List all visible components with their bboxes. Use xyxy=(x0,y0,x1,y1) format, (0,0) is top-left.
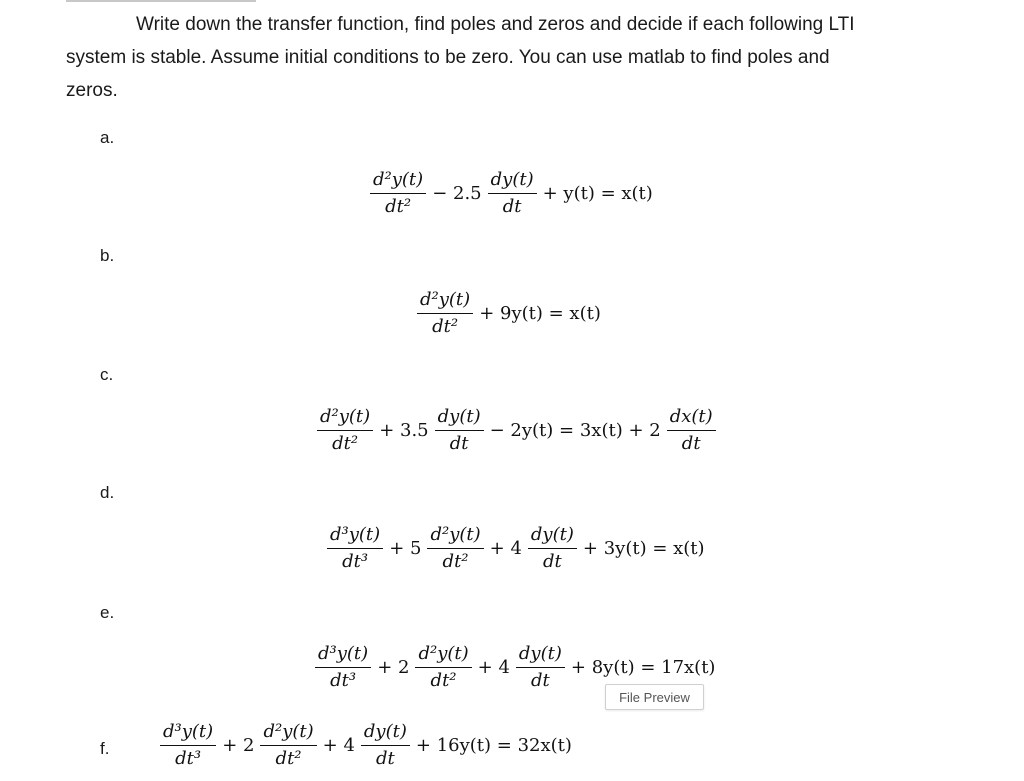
fraction-dy-dt: $\frac{dy(t)}{dt}$ xyxy=(488,170,537,217)
fraction-d2y-dt2: $\frac{\text{d²y(t)}}{\text{dt²}}$ xyxy=(370,170,426,217)
fraction-d2y-dt2: $\frac{\text{d²y(t)}}{\text{dt²}}$ xyxy=(260,722,316,769)
equation-c: $\frac{\text{d²y(t)}}{\text{dt²}}$ + 3.5 $\frac{dy(t)}{dt}$ − 2y(t) = 3x(t) + 2 $\frac{dx(t)}{dt}$ xyxy=(315,407,718,454)
equation-f: $\frac{\text{d³y(t)}}{\text{dt³}}$ + 2 $\frac{\text{d²y(t)}}{\text{dt²}}$ + 4 $\frac{dy(t)}{dt}$ + 16y(t) = 32x(t) xyxy=(158,722,576,769)
item-label-b: b. xyxy=(100,246,115,265)
top-rule xyxy=(66,0,256,2)
problem-statement xyxy=(66,8,966,107)
fraction-d3y-dt3: $\frac{\text{d³y(t)}}{\text{dt³}}$ xyxy=(160,722,216,769)
fraction-d2y-dt2: $\frac{\text{d²y(t)}}{\text{dt²}}$ xyxy=(415,644,471,691)
item-label-d: d. xyxy=(100,483,115,502)
fraction-dy-dt: $\frac{dy(t)}{dt}$ xyxy=(361,722,410,769)
item-label-c: c. xyxy=(100,365,114,384)
fraction-d3y-dt3: $\frac{\text{d³y(t)}}{\text{dt³}}$ xyxy=(315,644,371,691)
fraction-d2y-dt2: $\frac{\text{d²y(t)}}{\text{dt²}}$ xyxy=(417,290,473,337)
file-preview-button[interactable]: File Preview xyxy=(605,684,704,710)
intro-line-1: Write down the transfer function, find poles and zeros and decide if each following LTI xyxy=(136,14,855,35)
intro-line-3: zeros. xyxy=(66,80,118,101)
fraction-dx-dt: $\frac{dx(t)}{dt}$ xyxy=(667,407,716,454)
fraction-d2y-dt2: $\frac{\text{d²y(t)}}{\text{dt²}}$ xyxy=(317,407,373,454)
fraction-dy-dt: $\frac{dy(t)}{dt}$ xyxy=(516,644,565,691)
equation-d: $\frac{\text{d³y(t)}}{\text{dt³}}$ + 5 $\frac{\text{d²y(t)}}{\text{dt²}}$ + 4 $\frac{dy(t)}{dt}$ + 3y(t) = x(t) xyxy=(325,525,709,572)
equation-b: $\frac{\text{d²y(t)}}{\text{dt²}}$ + 9y(t) = x(t) xyxy=(415,290,605,337)
fraction-dy-dt: $\frac{dy(t)}{dt}$ xyxy=(528,525,577,572)
equation-e: $\frac{\text{d³y(t)}}{\text{dt³}}$ + 2 $\frac{\text{d²y(t)}}{\text{dt²}}$ + 4 $\frac{dy(t)}{dt}$ + 8y(t) = 17x(t) xyxy=(313,644,719,691)
fraction-dy-dt: $\frac{dy(t)}{dt}$ xyxy=(435,407,484,454)
equation-a: $\frac{\text{d²y(t)}}{\text{dt²}}$ − 2.5 $\frac{dy(t)}{dt}$ + y(t) = x(t) xyxy=(368,170,657,217)
fraction-d3y-dt3: $\frac{\text{d³y(t)}}{\text{dt³}}$ xyxy=(327,525,383,572)
item-label-a: a. xyxy=(100,128,115,147)
item-label-e: e. xyxy=(100,603,115,622)
intro-line-2: system is stable. Assume initial conditions to be zero. You can use matlab to find poles and xyxy=(66,47,830,68)
item-label-f: f. xyxy=(100,739,110,758)
fraction-d2y-dt2: $\frac{\text{d²y(t)}}{\text{dt²}}$ xyxy=(427,525,483,572)
